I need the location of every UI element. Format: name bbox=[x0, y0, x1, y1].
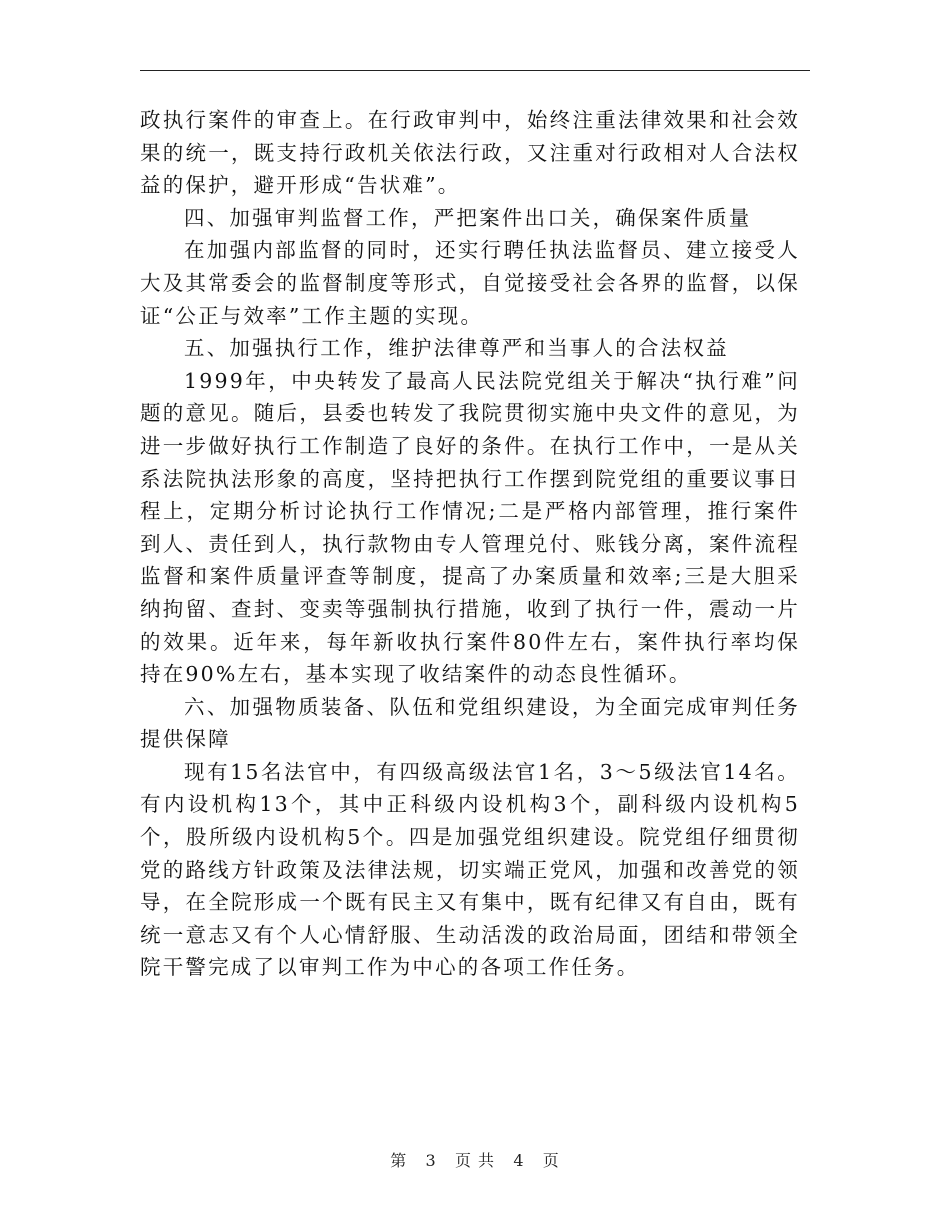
footer-label-prefix: 第 bbox=[390, 1151, 408, 1170]
document-body bbox=[140, 104, 800, 984]
footer-label-mid: 页 共 bbox=[454, 1151, 496, 1170]
paragraph-3: 1999年，中央转发了最高人民法院党组关于解决“执行难”问题的意见。随后，县委也转发了我院贯彻实施中央文件的意见，为进一步做好执行工作制造了良好的条件。在执行工作中，一是从关系法院执法形象的高度，坚持把执行工作摆到院党组的重要议事日程上，定期分析讨论执行工作情况;二是严格内部管理，推行案件到人、责任到人，执行款物由专人管理兑付、账钱分离，案件流程监督和案件质量评查等制度，提高了办案质量和效率;三是大胆采纳拘留、查封、变卖等强制执行措施，收到了执行一件，震动一片的效果。近年来，每年新收执行案件80件左右，案件执行率均保持在90%左右，基本实现了收结案件的动态良性循环。 bbox=[140, 368, 800, 687]
footer-total-pages: 4 bbox=[513, 1151, 525, 1170]
section-heading-4: 四、加强审判监督工作，严把案件出口关，确保案件质量 bbox=[184, 205, 752, 230]
section-heading-5: 五、加强执行工作，维护法律尊严和当事人的合法权益 bbox=[184, 336, 729, 361]
footer-current-page: 3 bbox=[425, 1151, 437, 1170]
header-rule bbox=[140, 70, 810, 71]
paragraph-4: 现有15名法官中，有四级高级法官1名，3～5级法官14名。有内设机构13个，其中正科级内设机构3个，副科级内设机构5个，股所级内设机构5个。四是加强党组织建设。院党组仔细贯彻党的路线方针政策及法律法规，切实端正党风，加强和改善党的领导，在全院形成一个既有民主又有集中，既有纪律又有自由，既有统一意志又有个人心情舒服、生动活泼的政治局面，团结和带领全院干警完成了以审判工作为中心的各项工作任务。 bbox=[140, 759, 800, 980]
paragraph-2: 在加强内部监督的同时，还实行聘任执法监督员、建立接受人大及其常委会的监督制度等形式，自觉接受社会各界的监督，以保证“公正与效率”工作主题的实现。 bbox=[140, 238, 800, 328]
section-heading-6: 六、加强物质装备、队伍和党组织建设，为全面完成审判任务提供保障 bbox=[140, 694, 800, 752]
page-footer bbox=[0, 1148, 950, 1171]
paragraph-1: 政执行案件的审查上。在行政审判中，始终注重法律效果和社会效果的统一，既支持行政机关依法行政，又注重对行政相对人合法权益的保护，避开形成“告状难”。 bbox=[140, 108, 800, 198]
footer-label-suffix: 页 bbox=[542, 1151, 560, 1170]
